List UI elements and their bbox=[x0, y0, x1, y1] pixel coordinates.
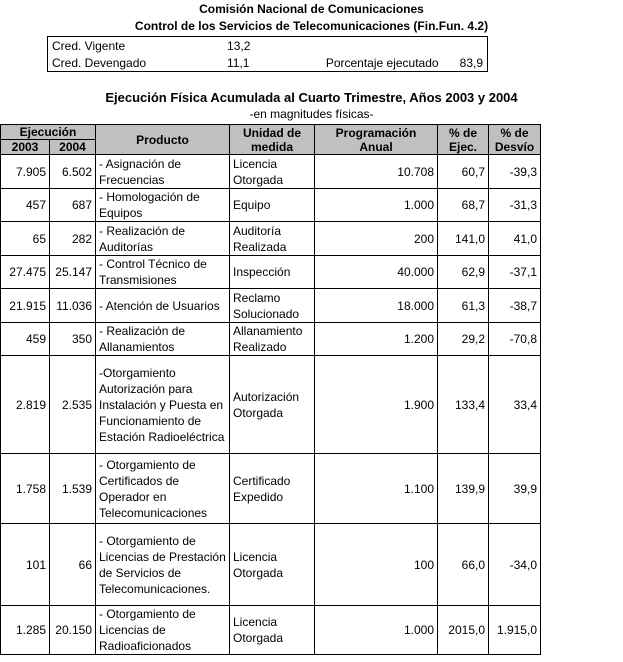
credits-box bbox=[47, 36, 488, 72]
cell-2003: 21.915 bbox=[1, 289, 50, 323]
table-row bbox=[1, 222, 541, 256]
cell-pct-ejec: 2015,0 bbox=[438, 606, 489, 655]
cell-pct-desvio: -37,1 bbox=[489, 256, 541, 289]
cell-producto: - Realización de Allanamientos bbox=[96, 323, 230, 356]
col-pct-desvio: % de Desvío bbox=[489, 125, 541, 155]
col-pct-ejec: % de Ejec. bbox=[438, 125, 489, 155]
table-row bbox=[1, 289, 541, 323]
cell-2004: 282 bbox=[50, 222, 96, 256]
col-programacion: Programación Anual bbox=[315, 125, 438, 155]
cell-2004: 66 bbox=[50, 524, 96, 606]
cell-2003: 65 bbox=[1, 222, 50, 256]
cell-pct-desvio: 41,0 bbox=[489, 222, 541, 256]
col-2004: 2004 bbox=[50, 140, 96, 155]
cell-pct-desvio: -34,0 bbox=[489, 524, 541, 606]
cell-2003: 459 bbox=[1, 323, 50, 356]
cell-programacion: 1.000 bbox=[315, 606, 438, 655]
cell-pct-ejec: 60,7 bbox=[438, 155, 489, 189]
cell-2003: 1.285 bbox=[1, 606, 50, 655]
table-row bbox=[1, 454, 541, 524]
col-ejecucion: Ejecución bbox=[1, 125, 96, 140]
cell-pct-ejec: 61,3 bbox=[438, 289, 489, 323]
credits-row-devengado bbox=[48, 54, 488, 72]
cell-pct-ejec: 133,4 bbox=[438, 356, 489, 454]
cell-2004: 2.535 bbox=[50, 356, 96, 454]
cell-producto: - Otorgamiento de Certificados de Operador en Telecomunicaciones bbox=[96, 454, 230, 524]
table-row bbox=[1, 356, 541, 454]
cred-devengado-value: 11,1 bbox=[227, 55, 250, 70]
cell-unidad: Equipo bbox=[230, 189, 315, 222]
cell-pct-desvio: -38,7 bbox=[489, 289, 541, 323]
cell-2003: 101 bbox=[1, 524, 50, 606]
table-row bbox=[1, 323, 541, 356]
cell-producto: - Control Técnico de Transmisiones bbox=[96, 256, 230, 289]
cell-unidad: Licencia Otorgada bbox=[230, 606, 315, 655]
col-producto: Producto bbox=[96, 125, 230, 155]
cell-producto: - Atención de Usuarios bbox=[96, 289, 230, 323]
cell-unidad: Inspección bbox=[230, 256, 315, 289]
cell-producto: - Realización de Auditorías bbox=[96, 222, 230, 256]
cred-vigente-value: 13,2 bbox=[227, 38, 251, 53]
table-row bbox=[1, 155, 541, 189]
cell-2003: 457 bbox=[1, 189, 50, 222]
cell-pct-ejec: 62,9 bbox=[438, 256, 489, 289]
col-2003: 2003 bbox=[1, 140, 50, 155]
cell-programacion: 1.100 bbox=[315, 454, 438, 524]
cell-producto: - Otorgamiento de Licencias de Prestación de Servicios de Telecomunicaciones. bbox=[96, 524, 230, 606]
table-row bbox=[1, 256, 541, 289]
program-title: Control de los Servicios de Telecomunicaciones (Fin.Fun. 4.2) bbox=[134, 19, 489, 33]
cell-2004: 687 bbox=[50, 189, 96, 222]
cell-2004: 350 bbox=[50, 323, 96, 356]
cell-2003: 27.475 bbox=[1, 256, 50, 289]
cell-2003: 1.758 bbox=[1, 454, 50, 524]
cell-programacion: 1.000 bbox=[315, 189, 438, 222]
table-row bbox=[1, 524, 541, 606]
cell-pct-desvio: -39,3 bbox=[489, 155, 541, 189]
cell-pct-desvio: 39,9 bbox=[489, 454, 541, 524]
cell-unidad: Certificado Expedido bbox=[230, 454, 315, 524]
cell-producto: - Asignación de Frecuencias bbox=[96, 155, 230, 189]
execution-table bbox=[0, 124, 541, 655]
cell-pct-ejec: 29,2 bbox=[438, 323, 489, 356]
cell-pct-ejec: 141,0 bbox=[438, 222, 489, 256]
cell-unidad: Auditoría Realizada bbox=[230, 222, 315, 256]
table-row bbox=[1, 189, 541, 222]
cell-2004: 6.502 bbox=[50, 155, 96, 189]
table-row bbox=[1, 606, 541, 655]
cell-programacion: 100 bbox=[315, 524, 438, 606]
cell-2003: 2.819 bbox=[1, 356, 50, 454]
cell-pct-desvio: 1.915,0 bbox=[489, 606, 541, 655]
cell-producto: -Otorgamiento Autorización para Instalación y Puesta en Funcionamiento de Estación Radioeléctrica bbox=[96, 356, 230, 454]
cell-unidad: Licencia Otorgada bbox=[230, 155, 315, 189]
cell-unidad: Licencia Otorgada bbox=[230, 524, 315, 606]
col-unidad: Unidad de medida bbox=[230, 125, 315, 155]
org-title: Comisión Nacional de Comunicaciones bbox=[199, 2, 424, 16]
porcentaje-value: 83,9 bbox=[459, 55, 483, 70]
cell-programacion: 1.200 bbox=[315, 323, 438, 356]
cell-unidad: Reclamo Solucionado bbox=[230, 289, 315, 323]
cell-producto: - Otorgamiento de Licencias de Radioaficionados bbox=[96, 606, 230, 655]
cell-2003: 7.905 bbox=[1, 155, 50, 189]
cred-vigente-label: Cred. Vigente bbox=[52, 38, 126, 53]
cell-pct-desvio: 33,4 bbox=[489, 356, 541, 454]
cell-2004: 20.150 bbox=[50, 606, 96, 655]
cell-programacion: 40.000 bbox=[315, 256, 438, 289]
cell-producto: - Homologación de Equipos bbox=[96, 189, 230, 222]
cell-programacion: 18.000 bbox=[315, 289, 438, 323]
cell-pct-desvio: -31,3 bbox=[489, 189, 541, 222]
table-subtitle: -en magnitudes físicas- bbox=[249, 107, 374, 121]
cred-devengado-label: Cred. Devengado bbox=[52, 55, 147, 70]
porcentaje-label: Porcentaje ejecutado bbox=[325, 55, 439, 70]
cell-unidad: Autorización Otorgada bbox=[230, 356, 315, 454]
cell-programacion: 10.708 bbox=[315, 155, 438, 189]
cell-programacion: 200 bbox=[315, 222, 438, 256]
cell-pct-desvio: -70,8 bbox=[489, 323, 541, 356]
cell-2004: 1.539 bbox=[50, 454, 96, 524]
table-title: Ejecución Física Acumulada al Cuarto Trimestre, Años 2003 y 2004 bbox=[105, 90, 518, 105]
cell-pct-ejec: 68,7 bbox=[438, 189, 489, 222]
cell-unidad: Allanamiento Realizado bbox=[230, 323, 315, 356]
cell-2004: 11.036 bbox=[50, 289, 96, 323]
cell-programacion: 1.900 bbox=[315, 356, 438, 454]
cell-pct-ejec: 139,9 bbox=[438, 454, 489, 524]
credits-row-vigente bbox=[48, 37, 488, 55]
cell-2004: 25.147 bbox=[50, 256, 96, 289]
cell-pct-ejec: 66,0 bbox=[438, 524, 489, 606]
